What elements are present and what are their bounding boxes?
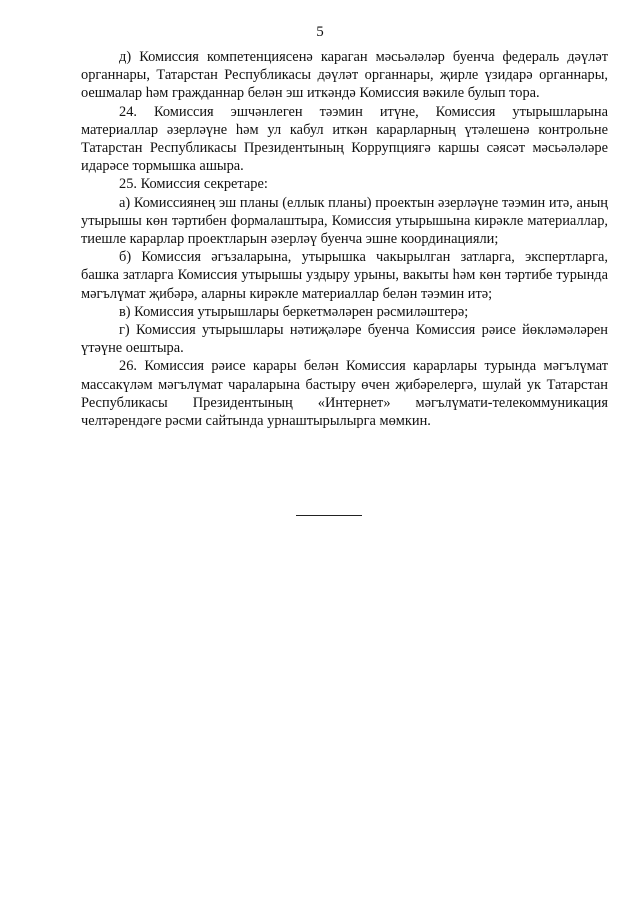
page-number: 5 [316, 24, 324, 40]
paragraph-v-minutes: в) Комиссия утырышлары беркетмәләрен рәсмиләштерә; [119, 303, 469, 320]
closing-divider-line [296, 515, 362, 516]
document-body [81, 48, 608, 430]
paragraph-g-instructions: г) Комиссия утырышлары нәтиҗәләре буенча Комиссия рәисе йөкләмәләрен үтәүне оештыра. [81, 322, 608, 357]
paragraph-26-publication: 26. Комиссия рәисе карары белән Комиссия карарлары турында мәгълүмат массакүләм мәгълүмат чараларына бастыру өчен җибәрелергә, шулай ук Татарстан Республикасы Президентының «Интернет» мәгълүмати-телекоммуникация челтәрендәге рәсми сайтында урнаштырылырга мөмкин. [81, 358, 608, 430]
paragraph-b-notifications: б) Комиссия әгъзаларына, утырышка чакырылган затларга, экспертларга, башка затларга Комиссия утырышы уздыру урыны, вакыты һәм көн тәртибе турында мәгълүмат җибәрә, аларны кирәкле материаллар белән тәэмин итә; [81, 249, 608, 302]
paragraph-25-secretary-heading: 25. Комиссия секретаре: [119, 176, 268, 193]
paragraph-a-work-plan: а) Комиссиянең эш планы (еллык планы) проектын әзерләүне тәэмин итә, аның утырышы көн тәртибен формалаштыра, Комиссия утырышына кирәкле материаллар, тиешле карарлар проектларын әзерләү буенча эшне координацияли; [81, 194, 608, 248]
paragraph-d-commission-representative: д) Комиссия компетенциясенә караган мәсьәләләр буенча федераль дәүләт органнары, Татарстан Республикасы дәүләт органнары, җирле үзидарә органнары, оешмалар һәм гражданнар белән эш иткәндә Комиссия вәкиле булып тора. [81, 49, 608, 102]
paragraph-24-commission-support: 24. Комиссия эшчәнлеген тәэмин итүне, Комиссия утырышларына материаллар әзерләүне һәм ул кабул иткән карарларның үтәлешенә контрольне Татарстан Республикасы Президентының Коррупциягә каршы сәясәт мәсьәләләре идарәсе тормышка ашыра. [81, 103, 608, 175]
